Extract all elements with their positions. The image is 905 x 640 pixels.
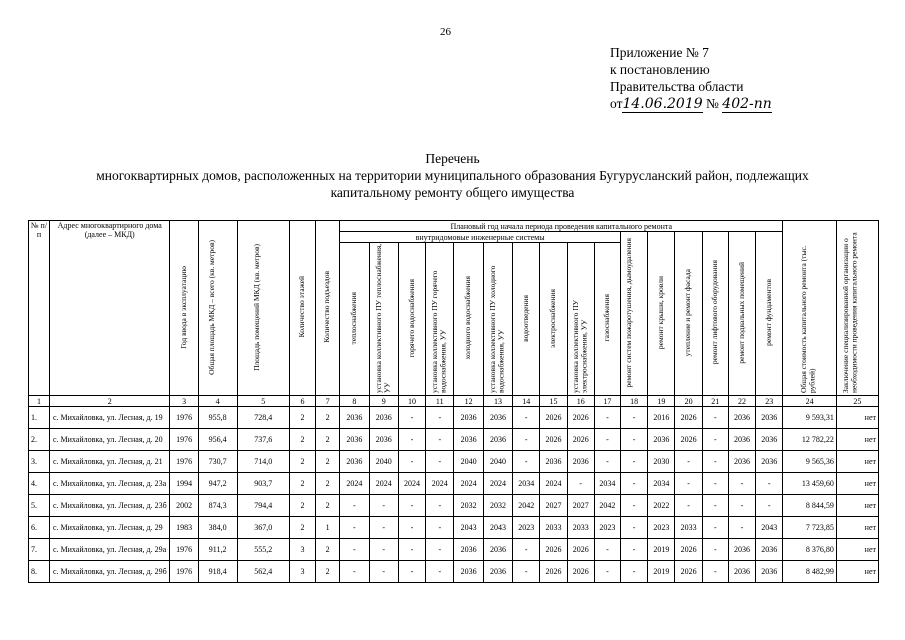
table-cell: нет [836, 539, 878, 561]
appendix-line-3: Правительства области [610, 79, 744, 94]
header-cost: Общая стоимость капитального ремонта (тыс. рублей) [798, 245, 817, 393]
table-cell: - [426, 561, 454, 583]
table-cell: 1 [316, 517, 340, 539]
header-conclusion: Заключение специализированной организации о необходимости проведения капитального ремонта [841, 232, 859, 393]
table-body [29, 396, 879, 583]
table-cell: 562,4 [237, 561, 289, 583]
table-cell: 555,2 [237, 539, 289, 561]
title-line-3: капитальному ремонту общего имущества [330, 185, 575, 200]
table-cell: с. Михайловка, ул. Лесная, д. 23а [49, 473, 170, 495]
table-cell: 2026 [540, 407, 567, 429]
table-cell: 2036 [340, 429, 369, 451]
header-c17: газоснабжения [602, 294, 612, 342]
table-cell: - [675, 451, 702, 473]
table-cell: 2036 [756, 407, 783, 429]
table-cell: - [513, 429, 540, 451]
table-cell: - [621, 561, 648, 583]
table-cell: 2036 [340, 407, 369, 429]
table-cell: 2036 [756, 429, 783, 451]
table-cell: 2043 [454, 517, 483, 539]
table-cell: - [702, 473, 728, 495]
table-cell: нет [836, 451, 878, 473]
table-cell: 2036 [483, 561, 512, 583]
table-cell: 2034 [594, 473, 620, 495]
column-number: 4 [198, 396, 237, 407]
column-number: 17 [594, 396, 620, 407]
table-cell: - [594, 451, 620, 473]
table-cell: - [594, 539, 620, 561]
table-cell: - [756, 473, 783, 495]
table-cell: - [369, 517, 398, 539]
table-cell: 2023 [594, 517, 620, 539]
column-number: 18 [621, 396, 648, 407]
table-cell: 2043 [483, 517, 512, 539]
table-cell: 2026 [675, 407, 702, 429]
table-cell: - [369, 539, 398, 561]
table-cell: 2040 [483, 451, 512, 473]
table-cell: 2027 [540, 495, 567, 517]
column-number: 10 [398, 396, 425, 407]
table-cell: 2 [289, 429, 315, 451]
table-cell: 2 [289, 451, 315, 473]
header-plan-year: Плановый год начала периода проведения капитального ремонта [340, 221, 783, 232]
table-cell: 2036 [728, 561, 755, 583]
table-cell: - [340, 517, 369, 539]
table-cell: нет [836, 517, 878, 539]
table-cell: 2036 [340, 451, 369, 473]
header-entrances: Количество подъездов [322, 271, 332, 343]
table-row [29, 517, 879, 539]
column-number: 21 [702, 396, 728, 407]
table-cell: 1976 [170, 561, 198, 583]
table-cell: 2036 [454, 561, 483, 583]
header-area-total: Общая площадь МКД – всего (кв. метров) [206, 239, 216, 375]
table-row [29, 561, 879, 583]
table-cell: - [398, 429, 425, 451]
table-cell: 911,2 [198, 539, 237, 561]
table-cell: - [398, 539, 425, 561]
table-cell: 2036 [756, 451, 783, 473]
header-address: Адрес многоквартирного дома (далее – МКД) [49, 221, 170, 396]
table-cell: - [756, 495, 783, 517]
table-cell: 12 782,22 [783, 429, 836, 451]
table-cell: 2024 [340, 473, 369, 495]
appendix-block [610, 44, 772, 113]
table-cell: - [594, 561, 620, 583]
table-cell: 2036 [369, 429, 398, 451]
table-cell: 2 [316, 539, 340, 561]
table-cell: - [567, 473, 594, 495]
table-cell: - [702, 407, 728, 429]
table-cell: - [426, 429, 454, 451]
table-cell: - [398, 495, 425, 517]
column-number: 22 [728, 396, 755, 407]
column-number: 7 [316, 396, 340, 407]
table-cell: 2016 [648, 407, 675, 429]
table-cell: - [621, 495, 648, 517]
table-cell: 1976 [170, 539, 198, 561]
header-c16: установка коллективного ПУ электроснабжения, УУ [570, 300, 589, 393]
table-cell: - [621, 407, 648, 429]
table-cell: - [728, 517, 755, 539]
table-cell: - [369, 561, 398, 583]
table-cell: 2034 [648, 473, 675, 495]
table-cell: 2036 [540, 451, 567, 473]
table-cell: - [702, 517, 728, 539]
handwritten-number: 402-пп [722, 96, 772, 112]
table-cell: 2026 [540, 561, 567, 583]
table-cell: 947,2 [198, 473, 237, 495]
table-cell: с. Михайловка, ул. Лесная, д. 21 [49, 451, 170, 473]
table-cell: 2036 [454, 407, 483, 429]
table-cell: 2026 [567, 539, 594, 561]
table-cell: 2033 [675, 517, 702, 539]
table-cell: - [702, 539, 728, 561]
table-cell: 2026 [540, 539, 567, 561]
table-cell: 367,0 [237, 517, 289, 539]
table-cell: - [398, 517, 425, 539]
appendix-date-line [610, 95, 772, 113]
title-line-2: многоквартирных домов, расположенных на территории муниципального образования Бугурусланский район, подлежащих [96, 168, 809, 183]
table-cell: нет [836, 429, 878, 451]
table-cell: 2 [289, 473, 315, 495]
table-cell: - [594, 407, 620, 429]
table-cell: нет [836, 495, 878, 517]
table-cell: 1. [29, 407, 50, 429]
column-number: 8 [340, 396, 369, 407]
header-c19: ремонт крыши, кровли [656, 275, 666, 350]
table-cell: - [426, 451, 454, 473]
table-row [29, 495, 879, 517]
table-cell: 2036 [756, 539, 783, 561]
column-number: 13 [483, 396, 512, 407]
header-c13: установка коллективного ПУ холодного водоснабжения, УУ [487, 265, 506, 393]
table-cell: 737,6 [237, 429, 289, 451]
header-c22: ремонт подвальных помещений [736, 261, 746, 364]
table-cell: с. Михайловка, ул. Лесная, д. 20 [49, 429, 170, 451]
table-cell: 2023 [648, 517, 675, 539]
header-c8: теплоснабжения [349, 291, 359, 345]
table-cell: 2 [316, 407, 340, 429]
title-line-1: Перечень [425, 151, 480, 166]
table-cell: 2024 [398, 473, 425, 495]
table-cell: - [426, 407, 454, 429]
header-c12: холодного водоснабжения [463, 276, 473, 360]
table-cell: 1976 [170, 429, 198, 451]
table-cell: с. Михайловка, ул. Лесная, д. 29б [49, 561, 170, 583]
table-cell: - [340, 561, 369, 583]
column-number: 24 [783, 396, 836, 407]
table-cell: 2026 [675, 561, 702, 583]
table-cell: 903,7 [237, 473, 289, 495]
table-cell: - [728, 473, 755, 495]
table-cell: 2 [289, 407, 315, 429]
table-cell: 8 376,80 [783, 539, 836, 561]
table-cell: 2 [289, 517, 315, 539]
table-cell: 2019 [648, 561, 675, 583]
table-cell: 2036 [483, 429, 512, 451]
table-cell: 2026 [675, 539, 702, 561]
table-cell: - [702, 451, 728, 473]
appendix-line-2: к постановлению [610, 62, 710, 77]
table-cell: 2 [289, 495, 315, 517]
table-cell: 1983 [170, 517, 198, 539]
table-cell: 2032 [454, 495, 483, 517]
table-cell: 1976 [170, 407, 198, 429]
header-num: № п/п [29, 221, 50, 396]
table-cell: - [513, 407, 540, 429]
table-cell: - [513, 539, 540, 561]
table-cell: - [398, 561, 425, 583]
table-cell: 2024 [369, 473, 398, 495]
header-c21: ремонт лифтового оборудования [710, 260, 720, 365]
table-cell: 2019 [648, 539, 675, 561]
column-number: 9 [369, 396, 398, 407]
table-cell: 714,0 [237, 451, 289, 473]
table-cell: 794,4 [237, 495, 289, 517]
table-cell: - [398, 451, 425, 473]
table-cell: - [369, 495, 398, 517]
header-c18: ремонт систем пожаротушения, дымоудаления [624, 237, 634, 388]
table-cell: 2. [29, 429, 50, 451]
table-cell: 2030 [648, 451, 675, 473]
table-cell: 2036 [728, 539, 755, 561]
column-number: 11 [426, 396, 454, 407]
table-cell: - [513, 451, 540, 473]
table-cell: - [426, 495, 454, 517]
table-cell: нет [836, 561, 878, 583]
table-cell: 2043 [756, 517, 783, 539]
table-cell: 2027 [567, 495, 594, 517]
table-cell: 2036 [728, 429, 755, 451]
table-cell: 2034 [513, 473, 540, 495]
page-number: 26 [440, 26, 451, 38]
table-cell: 13 459,60 [783, 473, 836, 495]
table-cell: с. Михайловка, ул. Лесная, д. 29 [49, 517, 170, 539]
table-cell: 3 [289, 561, 315, 583]
column-number: 3 [170, 396, 198, 407]
table-cell: 2024 [454, 473, 483, 495]
table-cell: 956,4 [198, 429, 237, 451]
date-prefix: от [610, 96, 623, 111]
table-cell: - [340, 539, 369, 561]
header-c9: установка коллективного ПУ теплоснабжения, УУ [373, 243, 392, 393]
table-cell: - [728, 495, 755, 517]
header-c20: утепление и ремонт фасада [683, 268, 693, 357]
table-cell: 2023 [513, 517, 540, 539]
table-cell: - [426, 517, 454, 539]
table-cell: 8 844,59 [783, 495, 836, 517]
column-number: 12 [454, 396, 483, 407]
column-number: 14 [513, 396, 540, 407]
table-cell: 2026 [675, 429, 702, 451]
table-cell: 2022 [648, 495, 675, 517]
table-cell: 2036 [454, 429, 483, 451]
table-cell: 2024 [483, 473, 512, 495]
table-cell: 2026 [567, 407, 594, 429]
table-cell: - [675, 495, 702, 517]
column-number: 15 [540, 396, 567, 407]
column-number: 23 [756, 396, 783, 407]
table-cell: 2 [316, 429, 340, 451]
header-internal-systems: внутридомовые инженерные системы [340, 232, 621, 243]
column-number: 1 [29, 396, 50, 407]
header-c10: горячего водоснабжения [406, 278, 416, 358]
table-cell: 2036 [483, 539, 512, 561]
table-cell: 2 [316, 473, 340, 495]
document-title [0, 150, 905, 201]
table-cell: 2036 [369, 407, 398, 429]
table-cell: 728,4 [237, 407, 289, 429]
table-cell: 8. [29, 561, 50, 583]
table-cell: 2024 [426, 473, 454, 495]
table-cell: - [621, 517, 648, 539]
table-cell: 874,3 [198, 495, 237, 517]
column-number: 5 [237, 396, 289, 407]
header-area-rooms: Площадь помещений МКД (кв. метров) [252, 243, 262, 371]
header-c14: водоотведения [520, 294, 530, 342]
number-prefix: № [706, 96, 719, 111]
table-cell: 2033 [540, 517, 567, 539]
table-cell: 1976 [170, 451, 198, 473]
header-floors: Количество этажей [297, 276, 307, 338]
table-cell: 2040 [369, 451, 398, 473]
table-cell: 2024 [540, 473, 567, 495]
table-cell: 2 [316, 495, 340, 517]
table-row [29, 473, 879, 495]
handwritten-date: 14.06.2019 [622, 96, 703, 112]
column-number-row [29, 396, 879, 407]
table-row [29, 539, 879, 561]
table-row [29, 407, 879, 429]
table-cell: - [340, 495, 369, 517]
column-number: 2 [49, 396, 170, 407]
table-cell: 2026 [540, 429, 567, 451]
table-cell: 2002 [170, 495, 198, 517]
table-cell: - [513, 561, 540, 583]
table-cell: 5. [29, 495, 50, 517]
table-cell: 7. [29, 539, 50, 561]
table-cell: нет [836, 473, 878, 495]
table-cell: 2036 [648, 429, 675, 451]
table-cell: 3 [289, 539, 315, 561]
table-cell: - [621, 473, 648, 495]
table-cell: 9 565,36 [783, 451, 836, 473]
table-row [29, 429, 879, 451]
table-cell: 2033 [567, 517, 594, 539]
table-cell: - [594, 429, 620, 451]
table-cell: 2036 [454, 539, 483, 561]
table-cell: 2036 [728, 407, 755, 429]
table-cell: 2042 [513, 495, 540, 517]
table-cell: 6. [29, 517, 50, 539]
table-cell: 384,0 [198, 517, 237, 539]
table-cell: - [621, 429, 648, 451]
table-cell: 730,7 [198, 451, 237, 473]
table-cell: 3. [29, 451, 50, 473]
header-year: Год ввода в эксплуатацию [178, 265, 188, 349]
table-cell: - [702, 495, 728, 517]
column-number: 16 [567, 396, 594, 407]
table-cell: с. Михайловка, ул. Лесная, д. 23б [49, 495, 170, 517]
appendix-line-1: Приложение № 7 [610, 45, 709, 60]
table-cell: - [398, 407, 425, 429]
table-cell: - [621, 539, 648, 561]
table-cell: 918,4 [198, 561, 237, 583]
table-cell: 8 482,99 [783, 561, 836, 583]
table-cell: 2036 [728, 451, 755, 473]
table-cell: нет [836, 407, 878, 429]
table-cell: 1994 [170, 473, 198, 495]
header-c11: установка коллективного ПУ горячего водоснабжения, УУ [429, 270, 448, 393]
table-cell: 2042 [594, 495, 620, 517]
table-cell: - [426, 539, 454, 561]
table-cell: 2026 [567, 429, 594, 451]
header-c23: ремонт фундаментов [764, 279, 773, 346]
table-cell: 2032 [483, 495, 512, 517]
repair-table [28, 220, 879, 583]
table-cell: 2 [316, 451, 340, 473]
column-number: 25 [836, 396, 878, 407]
table-cell: - [621, 451, 648, 473]
table-row [29, 451, 879, 473]
table-cell: 4. [29, 473, 50, 495]
table-cell: с. Михайловка, ул. Лесная, д. 19 [49, 407, 170, 429]
table-cell: 2026 [567, 561, 594, 583]
table-cell: 2040 [454, 451, 483, 473]
table-cell: - [702, 429, 728, 451]
column-number: 6 [289, 396, 315, 407]
header-c15: электроснабжения [548, 288, 558, 348]
table-cell: с. Михайловка, ул. Лесная, д. 29а [49, 539, 170, 561]
table-cell: - [675, 473, 702, 495]
table-cell: 2036 [483, 407, 512, 429]
column-number: 19 [648, 396, 675, 407]
table-cell: 2036 [567, 451, 594, 473]
table-cell: 7 723,85 [783, 517, 836, 539]
table-cell: - [702, 561, 728, 583]
column-number: 20 [675, 396, 702, 407]
table-cell: 2036 [756, 561, 783, 583]
table-cell: 2 [316, 561, 340, 583]
table-cell: 9 593,31 [783, 407, 836, 429]
table-cell: 955,8 [198, 407, 237, 429]
